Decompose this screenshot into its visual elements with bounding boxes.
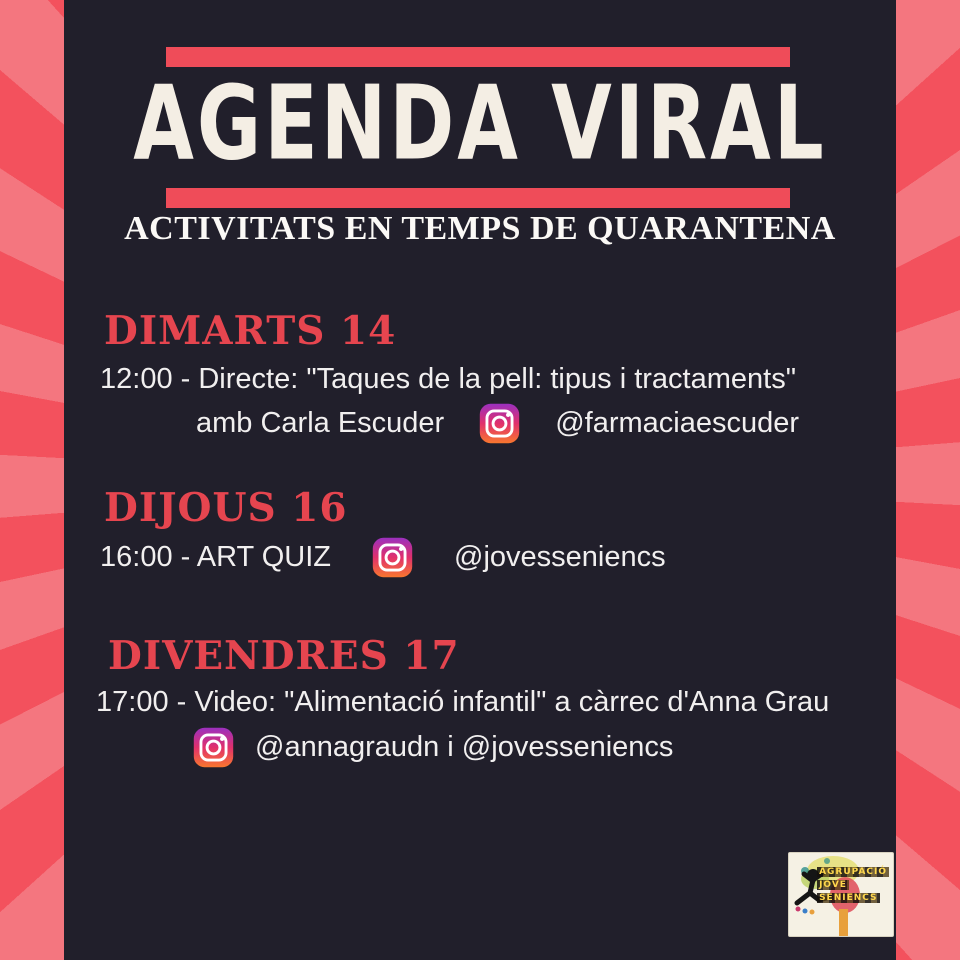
event-row-dimarts [196,400,799,446]
event-row-divendres [192,724,673,770]
event-line-dijous: 16:00 - ART QUIZ [100,540,332,573]
event-speaker: amb Carla Escuder [196,406,445,439]
logo-line-2: JOVE [819,880,847,890]
instagram-handle: @jovesseniencs [454,540,666,573]
instagram-icon [192,726,235,769]
title-bottom-bar [166,188,790,208]
logo-line-3: SENIENCS [819,893,878,903]
instagram-handle: @annagraudn i @jovesseniencs [255,730,674,763]
poster-title: AGENDA VIRAL [133,64,827,184]
instagram-icon [478,402,521,445]
instagram-handle: @farmaciaescuder [555,406,800,439]
section-heading-dimarts: DIMARTS 14 [104,308,397,354]
section-heading-divendres: DIVENDRES 17 [108,633,460,679]
event-row-dijous [100,534,666,580]
logo-line-1: AGRUPACIÓ [819,867,887,877]
event-line-dimarts: 12:00 - Directe: "Taques de la pell: tipus i tractaments" [100,363,796,395]
organization-logo [788,852,894,937]
logo-text [817,867,889,903]
event-line-divendres: 17:00 - Video: "Alimentació infantil" a càrrec d'Anna Grau [96,686,830,718]
instagram-icon [371,536,414,579]
poster-subtitle: ACTIVITATS EN TEMPS DE QUARANTENA [124,210,836,247]
section-heading-dijous: DIJOUS 16 [104,485,348,531]
